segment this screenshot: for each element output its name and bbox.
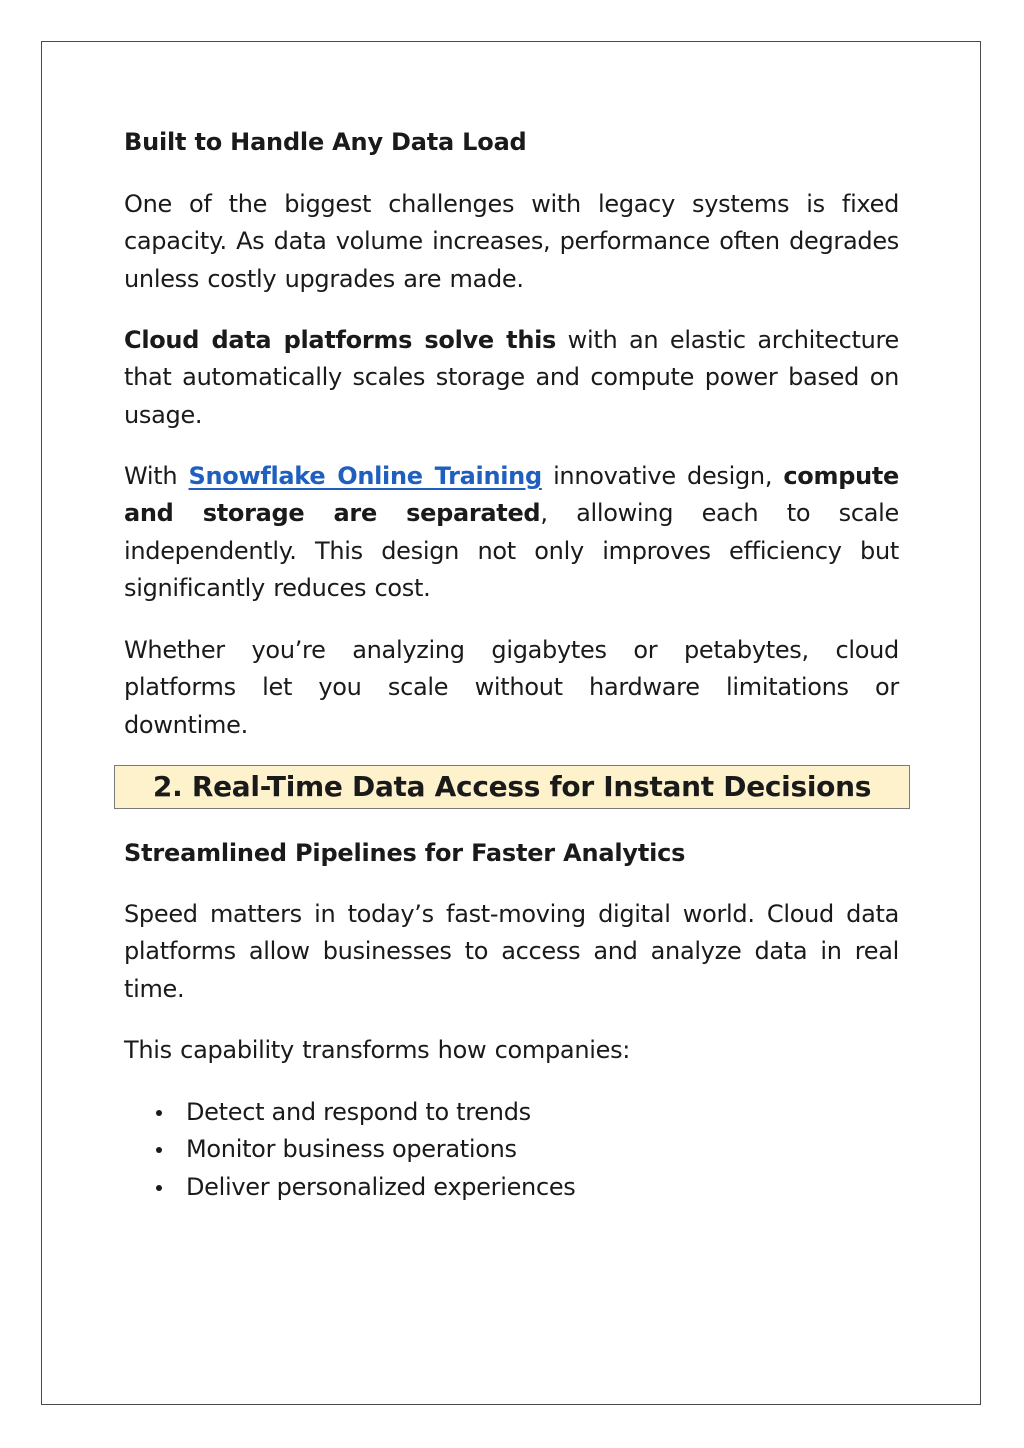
list-item	[124, 1131, 576, 1168]
list-item-text: Monitor business operations	[186, 1135, 517, 1164]
text-elastic: with an elastic architecture that automatically scales storage and compute power based on usage.	[124, 326, 899, 429]
list-item	[124, 1094, 576, 1131]
bullet-icon	[156, 1185, 162, 1191]
bold-separated: compute and storage are separated	[124, 462, 900, 528]
bullet-icon	[156, 1110, 162, 1116]
subheading-data-load: Built to Handle Any Data Load	[124, 128, 527, 156]
list-item-text: Detect and respond to trends	[186, 1098, 531, 1126]
list-item	[124, 1169, 576, 1206]
paragraph-speed-matters: Speed matters in today’s fast-moving digital world. Cloud data platforms allow businesses to access and analyze data in real time.	[124, 900, 899, 1003]
text-innovative: innovative design,	[541, 462, 784, 490]
section-title-realtime: 2. Real-Time Data Access for Instant Decisions	[152, 770, 872, 803]
text-independently: , allowing each to scale independently. This design not only improves efficiency but significantly reduces cost.	[124, 499, 899, 602]
paragraph-legacy-capacity: One of the biggest challenges with legacy systems is fixed capacity. As data volume increases, performance often degrades unless costly upgrades are made.	[124, 190, 899, 293]
snowflake-training-link[interactable]: Snowflake Online Training	[188, 462, 542, 490]
bullet-icon	[156, 1147, 162, 1153]
paragraph-snowflake	[124, 458, 899, 607]
list-item-text: Deliver personalized experiences	[186, 1172, 576, 1201]
paragraph-elastic-architecture	[124, 322, 899, 434]
text-with: With	[124, 462, 189, 490]
bold-cloud-platforms: Cloud data platforms solve this	[124, 326, 557, 354]
paragraph-capability: This capability transforms how companies:	[124, 1036, 631, 1064]
paragraph-scale-without-limits: Whether you’re analyzing gigabytes or petabytes, cloud platforms let you scale without hardware limitations or downtime.	[124, 636, 899, 739]
capability-list	[124, 1094, 576, 1206]
section-heading-box	[114, 765, 910, 809]
subheading-pipelines: Streamlined Pipelines for Faster Analytics	[124, 839, 686, 867]
